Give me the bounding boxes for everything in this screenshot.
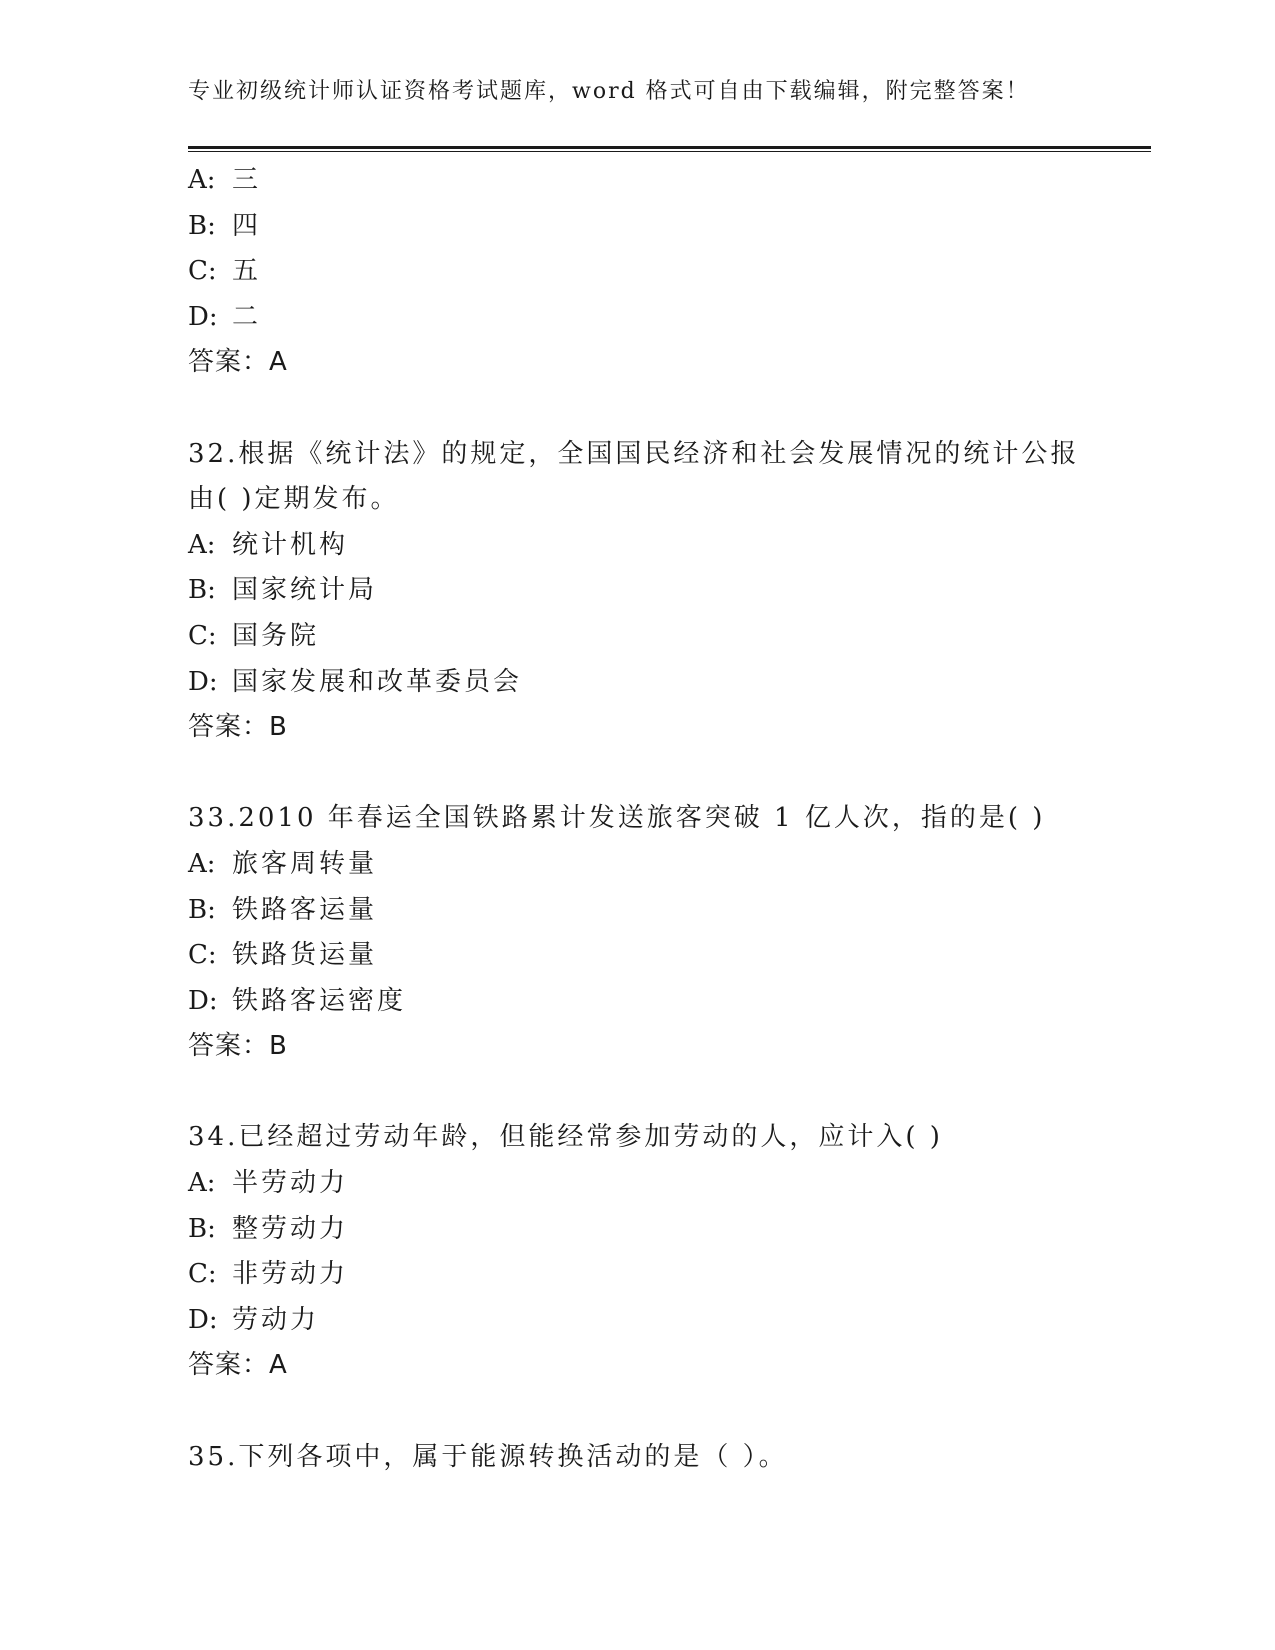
option-b xyxy=(188,568,1088,614)
option-text: 整劳动力 xyxy=(232,1213,349,1244)
spacer xyxy=(188,751,1088,797)
option-label: C: xyxy=(188,620,217,651)
spacer xyxy=(188,1389,1088,1435)
option-d xyxy=(188,295,1088,341)
option-label: D: xyxy=(188,1304,218,1335)
question-32 xyxy=(188,432,1088,751)
option-text: 国家统计局 xyxy=(232,575,378,606)
option-label: D: xyxy=(188,985,218,1016)
option-a xyxy=(188,523,1088,569)
option-d xyxy=(188,979,1088,1025)
option-label: A: xyxy=(188,529,216,560)
option-label: D: xyxy=(188,666,218,697)
option-label: B: xyxy=(188,894,216,925)
option-label: C: xyxy=(188,940,217,971)
option-text: 半劳动力 xyxy=(232,1168,349,1199)
answer: 答案：A xyxy=(188,1350,288,1381)
option-text: 国家发展和改革委员会 xyxy=(232,666,523,697)
option-label: A: xyxy=(188,165,216,195)
question-stem-continued: 由( )定期发布。 xyxy=(188,484,400,515)
option-d xyxy=(188,660,1088,706)
option-c xyxy=(188,249,1088,295)
option-text: 五 xyxy=(232,256,262,287)
option-label: B: xyxy=(188,575,216,606)
answer: 答案：B xyxy=(188,1031,288,1062)
option-b xyxy=(188,888,1088,934)
option-c xyxy=(188,1252,1088,1298)
question-stem: 34.已经超过劳动年龄，但能经常参加劳动的人，应计入( ) xyxy=(188,1122,943,1153)
question-content xyxy=(188,158,1088,1480)
page-header: 专业初级统计师认证资格考试题库，word 格式可自由下载编辑，附完整答案！ xyxy=(188,79,1030,104)
option-text: 铁路客运量 xyxy=(232,894,378,925)
header-rule-thick xyxy=(188,146,1151,149)
option-text: 旅客周转量 xyxy=(232,848,378,879)
question-stem: 35.下列各项中，属于能源转换活动的是（ ）。 xyxy=(188,1441,788,1472)
spacer xyxy=(188,386,1088,432)
option-b xyxy=(188,1207,1088,1253)
option-label: A: xyxy=(188,1168,216,1199)
option-text: 铁路客运密度 xyxy=(232,985,407,1016)
answer: 答案：A xyxy=(188,347,288,378)
question-stem: 32.根据《统计法》的规定，全国国民经济和社会发展情况的统计公报 xyxy=(188,438,1080,469)
option-label: C: xyxy=(188,256,217,287)
option-text: 铁路货运量 xyxy=(232,940,378,971)
option-text: 劳动力 xyxy=(232,1304,320,1335)
option-label: D: xyxy=(188,301,218,332)
option-a xyxy=(188,158,1088,204)
question-34 xyxy=(188,1115,1088,1389)
option-text: 二 xyxy=(232,301,262,332)
option-label: C: xyxy=(188,1259,217,1290)
option-text: 三 xyxy=(232,165,262,195)
option-text: 四 xyxy=(232,210,262,241)
option-label: B: xyxy=(188,1213,216,1244)
option-c xyxy=(188,933,1088,979)
question-31 xyxy=(188,158,1088,386)
spacer xyxy=(188,1070,1088,1116)
option-d xyxy=(188,1298,1088,1344)
option-label: B: xyxy=(188,210,216,241)
question-33 xyxy=(188,796,1088,1070)
option-text: 非劳动力 xyxy=(232,1259,349,1290)
header-rule-thin xyxy=(188,151,1151,152)
question-35 xyxy=(188,1435,1088,1481)
answer: 答案：B xyxy=(188,712,288,743)
option-c xyxy=(188,614,1088,660)
option-a xyxy=(188,842,1088,888)
option-a xyxy=(188,1161,1088,1207)
option-text: 国务院 xyxy=(232,620,320,651)
question-stem: 33.2010 年春运全国铁路累计发送旅客突破 1 亿人次，指的是( ) xyxy=(188,803,1046,834)
option-b xyxy=(188,204,1088,250)
option-label: A: xyxy=(188,848,216,879)
option-text: 统计机构 xyxy=(232,529,349,560)
